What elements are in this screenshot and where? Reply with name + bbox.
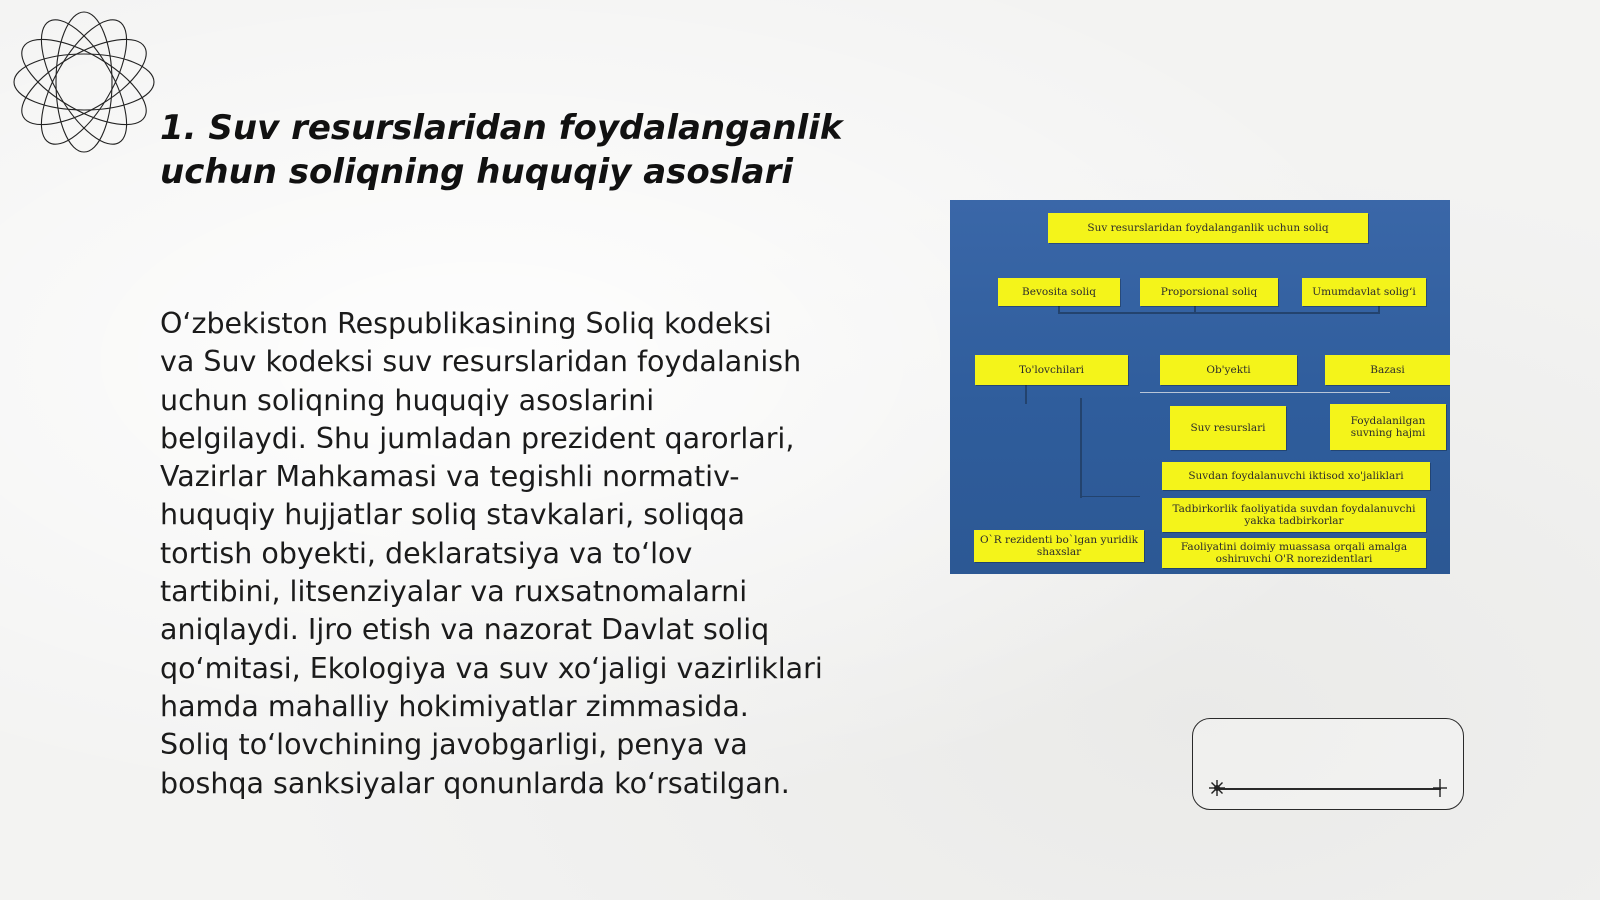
connector-line: [1025, 382, 1027, 404]
diagram-box-payer-entrepreneurs: Tadbirkorlik faoliyatida suvdan foydalanuvchi yakka tadbirkorlar: [1162, 498, 1426, 532]
tax-structure-diagram: [950, 200, 1450, 574]
body-line: Vazirlar Mahkamasi va tegishli normativ-: [160, 460, 740, 494]
diagram-box-water-volume: Foydalanilgan suvning hajmi: [1330, 404, 1446, 450]
body-paragraph: [160, 305, 850, 803]
body-line: Soliq to‘lovchining javobgarligi, penya va: [160, 728, 748, 762]
body-line: boshqa sanksiyalar qonunlarda ko‘rsatilgan.: [160, 766, 790, 800]
body-line: hamda mahalliy hokimiyatlar zimmasida.: [160, 689, 749, 723]
diagram-box-direct-tax: Bevosita soliq: [998, 278, 1120, 306]
body-line: O‘zbekiston Respublikasining Soliq kodeksi: [160, 307, 772, 340]
progress-widget: [1192, 718, 1464, 810]
diagram-box-state-tax: Umumdavlat soligʻi: [1302, 278, 1426, 306]
body-line: huquqiy hujjatlar soliq stavkalari, soliqqa: [160, 498, 745, 532]
connector-line: [1080, 496, 1140, 497]
decorative-rings-icon: [10, 8, 158, 156]
body-line: qo‘mitasi, Ekologiya va suv xo‘jaligi vazirliklari: [160, 651, 823, 685]
body-line: tartibini, litsenziyalar va ruxsatnomalarni: [160, 575, 748, 609]
body-line: tortish obyekti, deklaratsiya va to‘lov: [160, 536, 693, 570]
star-burst-icon: [1206, 777, 1228, 799]
body-line: uchun soliqning huquqiy asoslarini: [160, 383, 655, 417]
diagram-box-payer-entities: Suvdan foydalanuvchi iktisod xo'jaliklari: [1162, 462, 1430, 490]
diagram-box-payer-nonresidents: Faoliyatini doimiy muassasa orqali amalga oshiruvchi O'R norezidentlari: [1162, 538, 1426, 568]
slide-title: [160, 106, 860, 194]
connector-line: [1058, 312, 1380, 314]
diagram-box-object: Ob'yekti: [1160, 355, 1297, 385]
title-line: 1. Suv resurslaridan foydalanganlik: [160, 108, 843, 148]
diagram-box-top: Suv resurslaridan foydalanganlik uchun soliq: [1048, 213, 1368, 243]
body-line: va Suv kodeksi suv resurslaridan foydalanish: [160, 345, 802, 379]
title-line: uchun soliqning huquqiy asoslari: [160, 152, 794, 192]
connector-line: [1140, 392, 1390, 393]
diagram-box-legal-entities: O`R rezidenti bo`lgan yuridik shaxslar: [974, 530, 1144, 562]
body-line: belgilaydi. Shu jumladan prezident qarorlari,: [160, 421, 795, 455]
connector-line: [1080, 398, 1082, 498]
body-line: aniqlaydi. Ijro etish va nazorat Davlat soliq: [160, 613, 770, 647]
diagram-box-proportional-tax: Proporsional soliq: [1140, 278, 1278, 306]
diagram-box-payers: To'lovchilari: [975, 355, 1128, 385]
diagram-box-base: Bazasi: [1325, 355, 1450, 385]
diagram-box-water-resources: Suv resurslari: [1170, 406, 1286, 450]
plus-marker-icon: [1429, 777, 1451, 799]
progress-track: [1217, 788, 1441, 790]
